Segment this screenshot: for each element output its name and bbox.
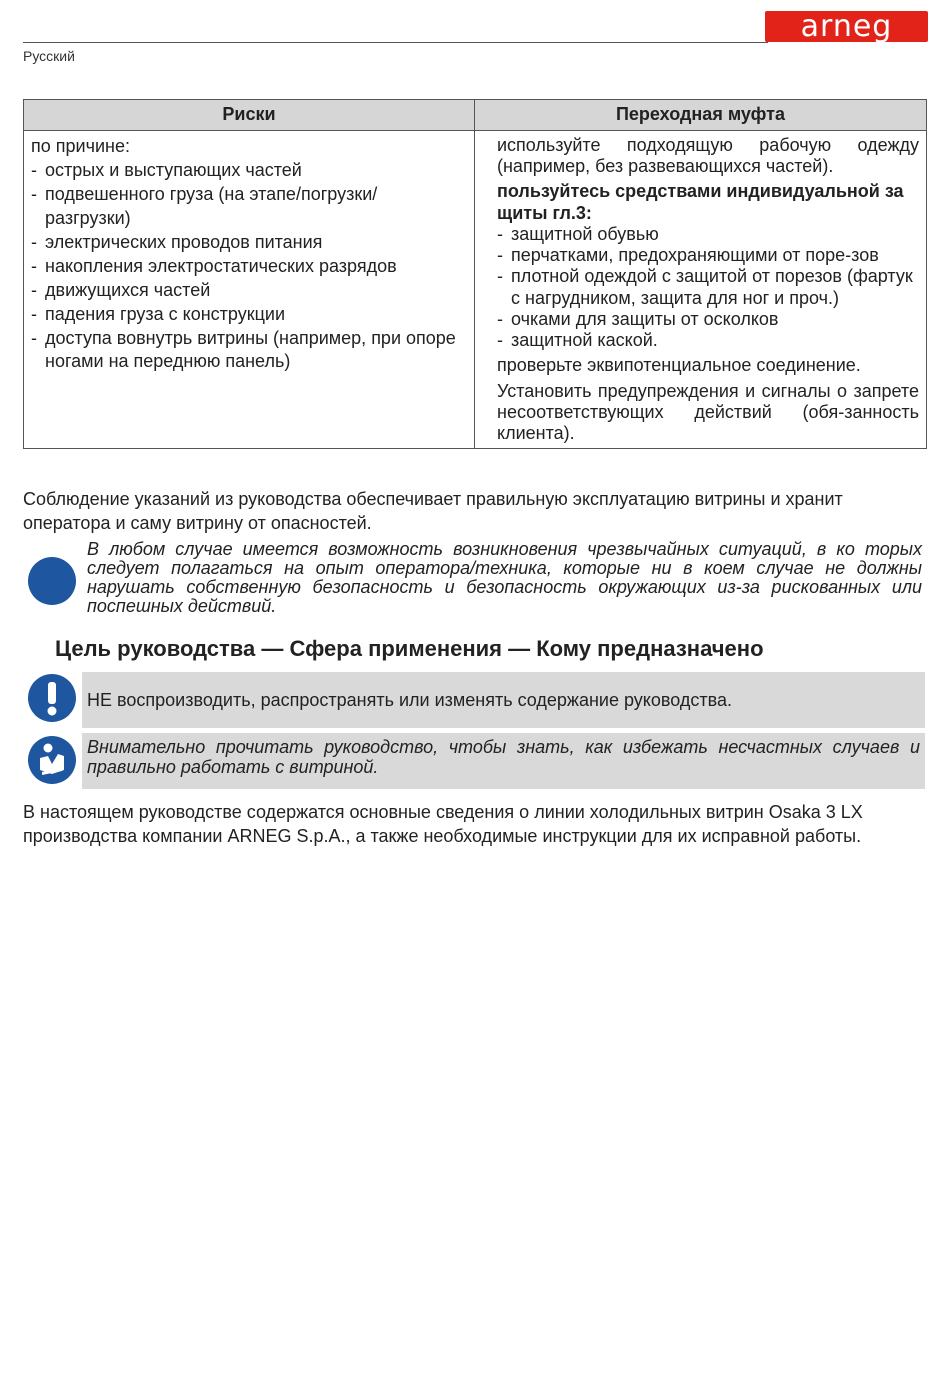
list-item: - перчатками, предохраняющими от поре-зов [497, 245, 919, 266]
risks-list [31, 159, 467, 374]
risks-cell [24, 131, 475, 449]
header-divider [23, 42, 768, 43]
list-item: - плотной одеждой с защитой от порезов (фартук с нагрудником, защита для ног и проч.) [497, 266, 919, 308]
list-item: - движущихся частей [31, 279, 467, 303]
read-manual-icon [28, 736, 76, 784]
header-risks: Риски [24, 100, 475, 131]
list-item: - накопления электростатических разрядов [31, 255, 467, 279]
table-row [24, 131, 927, 449]
arneg-logo: arneg [765, 11, 928, 42]
exclamation-icon [28, 674, 76, 722]
measures-line-clothing: используйте подходящую рабочую одежду (например, без развевающихся частей). [497, 135, 919, 177]
ppe-list [497, 224, 919, 351]
list-item: - электрических проводов питания [31, 231, 467, 255]
emergency-note: В любом случае имеется возможность возникновения чрезвычайных ситуаций, в ко торых следует полагаться на опыт оператора/техника, которые ни в коем случае не должны нарушать собственную безопасность и безопасность окружающих из-за рискованных или поспешных действий. [87, 539, 922, 616]
info-circle-icon [28, 557, 76, 605]
warning-text: Внимательно прочитать руководство, чтобы знать, как избежать несчастных случаев и правильно работать с витриной. [87, 737, 920, 777]
warning-text: НЕ воспроизводить, распространять или изменять содержание руководства. [87, 690, 732, 710]
list-item: - очками для защиты от осколков [497, 309, 919, 330]
list-item: - доступа вовнутрь витрины (например, при опоре ногами на переднюю панель) [31, 327, 467, 375]
measures-line-warnings: Установить предупреждения и сигналы о запрете несоответствующих действий (обя-занность клиента). [497, 380, 919, 444]
list-item: - падения груза с конструкции [31, 303, 467, 327]
list-item: - подвешенного груза (на этапе/погрузки/ разгрузки) [31, 183, 467, 231]
list-item: - защитной каской. [497, 330, 919, 351]
warning-bar-read-manual [82, 733, 925, 789]
language-label: Русский [23, 48, 75, 64]
table-header-row [24, 100, 927, 131]
measures-line-equipotential: проверьте эквипотенциальное соединение. [497, 355, 861, 376]
measures-cell [475, 131, 927, 449]
list-item: - острых и выступающих частей [31, 159, 467, 183]
list-item: - защитной обувью [497, 224, 919, 245]
compliance-paragraph: Соблюдение указаний из руководства обеспечивает правильную эксплуатацию витрины и хранит оператора и саму витрину от опасностей. [23, 489, 843, 534]
header-measures: Переходная муфта [475, 100, 927, 131]
measures-ppe-heading: пользуйтесь средствами индивидуальной за щиты гл.3: [497, 181, 904, 223]
risks-intro: по причине: [31, 136, 130, 156]
risk-table [23, 99, 927, 449]
intro-paragraph: В настоящем руководстве содержатся основные сведения о линии холодильных витрин Osaka 3 LX производства компании ARNEG S.p.A., а также необходимые инструкции для их исправной работы. [23, 802, 863, 847]
warning-bar-no-copy [82, 672, 925, 728]
section-title: Цель руководства — Сфера применения — Кому предназначено [55, 636, 764, 661]
